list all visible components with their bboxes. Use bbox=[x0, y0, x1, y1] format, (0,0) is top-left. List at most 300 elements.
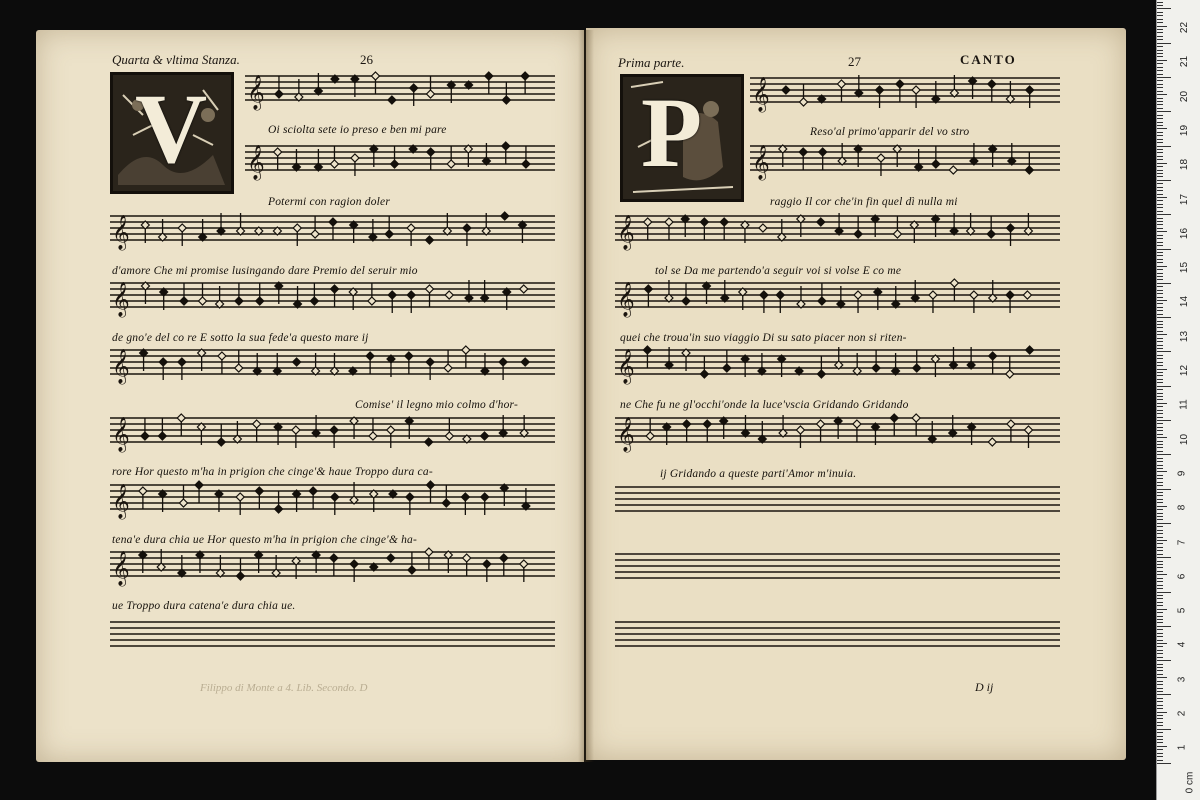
ruler-tick bbox=[1157, 557, 1171, 558]
ruler-tick bbox=[1157, 417, 1163, 418]
note-head bbox=[703, 420, 711, 428]
ruler-tick bbox=[1157, 375, 1163, 376]
ruler-tick bbox=[1157, 67, 1163, 68]
note-head bbox=[179, 499, 187, 507]
note-head bbox=[366, 352, 374, 360]
note-head bbox=[425, 548, 433, 556]
note-head bbox=[293, 224, 301, 232]
note-head bbox=[854, 291, 862, 299]
ruler-tick bbox=[1157, 619, 1163, 620]
note-head bbox=[445, 291, 453, 299]
right-page-number: 27 bbox=[848, 54, 861, 69]
ruler-tick bbox=[1157, 290, 1163, 291]
ruler-tick bbox=[1157, 725, 1163, 726]
ruler-tick bbox=[1157, 753, 1163, 754]
note-head bbox=[217, 438, 225, 446]
note-head bbox=[369, 432, 377, 440]
ruler-tick bbox=[1157, 605, 1163, 606]
note-head bbox=[643, 346, 651, 354]
ruler-tick bbox=[1157, 763, 1171, 764]
ruler-tick bbox=[1157, 43, 1171, 44]
note-head bbox=[646, 432, 654, 440]
ruler-number: 21 bbox=[1179, 56, 1191, 68]
note-head bbox=[1006, 370, 1014, 378]
left-page-number: 26 bbox=[360, 52, 373, 67]
ruler-tick bbox=[1157, 389, 1163, 390]
ruler-tick bbox=[1157, 15, 1163, 16]
note-head bbox=[949, 166, 957, 174]
ruler-number: 15 bbox=[1179, 262, 1191, 274]
lyric-line: de gno'e del co re E sotto la sua fede'a questo mare ij bbox=[112, 332, 369, 344]
note-head bbox=[1007, 420, 1015, 428]
ruler-tick bbox=[1157, 612, 1163, 613]
music-staff bbox=[615, 410, 1060, 454]
music-staff bbox=[110, 410, 555, 454]
note-head bbox=[932, 160, 940, 168]
ruler-tick bbox=[1157, 609, 1167, 610]
note-head bbox=[1025, 166, 1033, 174]
music-staff bbox=[615, 208, 1060, 252]
ruler-tick bbox=[1157, 293, 1163, 294]
ruler-number: 7 bbox=[1176, 539, 1188, 545]
note-head bbox=[311, 230, 319, 238]
note-head bbox=[1026, 346, 1034, 354]
note-head bbox=[682, 297, 690, 305]
ruler-tick bbox=[1157, 348, 1163, 349]
note-head bbox=[989, 352, 997, 360]
lyric-line: d'amore Che mi promise lusingando dare Premio del seruir mio bbox=[112, 265, 418, 277]
music-staff bbox=[750, 138, 1060, 182]
ruler-tick bbox=[1157, 567, 1163, 568]
ruler-tick bbox=[1157, 526, 1163, 527]
ruler-tick bbox=[1157, 629, 1163, 630]
ruler-tick bbox=[1157, 681, 1163, 682]
ruler-tick bbox=[1157, 87, 1163, 88]
ruler-tick bbox=[1157, 437, 1167, 438]
ruler-tick bbox=[1157, 372, 1163, 373]
ruler-tick bbox=[1157, 427, 1163, 428]
ruler-tick bbox=[1157, 84, 1163, 85]
woodcut-initial-p bbox=[620, 74, 744, 202]
ruler-tick bbox=[1157, 660, 1171, 661]
note-head bbox=[292, 426, 300, 434]
ruler-tick bbox=[1157, 636, 1163, 637]
note-head bbox=[872, 364, 880, 372]
ruler-tick bbox=[1157, 533, 1163, 534]
ruler-tick bbox=[1157, 489, 1171, 490]
note-head bbox=[912, 86, 920, 94]
note-head bbox=[445, 432, 453, 440]
lyric-line: tol se Da me partendo'a seguir voi si volse E co me bbox=[655, 265, 902, 277]
ruler-tick bbox=[1157, 190, 1163, 191]
ruler-tick bbox=[1157, 736, 1163, 737]
ruler-tick bbox=[1157, 2, 1163, 3]
note-head bbox=[407, 224, 415, 232]
ruler-tick bbox=[1157, 341, 1163, 342]
lyric-line: raggio Il cor che'in fin quel dì nulla mi bbox=[770, 196, 958, 208]
lyric-line: ne Che fu ne gl'occhi'onde la luce'vscia Gridando Gridando bbox=[620, 399, 909, 411]
ruler-tick bbox=[1157, 399, 1163, 400]
note-head bbox=[180, 297, 188, 305]
note-head bbox=[817, 370, 825, 378]
ruler-tick bbox=[1157, 108, 1163, 109]
ruler-tick bbox=[1157, 273, 1163, 274]
note-head bbox=[929, 291, 937, 299]
ruler-tick bbox=[1157, 602, 1163, 603]
note-head bbox=[700, 218, 708, 226]
ruler-number: 16 bbox=[1179, 227, 1191, 239]
ruler-number: 2 bbox=[1176, 710, 1188, 717]
note-head bbox=[720, 218, 728, 226]
ruler-tick bbox=[1157, 221, 1163, 222]
initial-letter: P bbox=[641, 77, 703, 188]
note-head bbox=[876, 86, 884, 94]
ruler-tick bbox=[1157, 228, 1163, 229]
ruler-number: 12 bbox=[1179, 364, 1191, 377]
ruler-tick bbox=[1157, 104, 1163, 105]
woodcut-initial-v bbox=[110, 72, 234, 194]
ruler-tick bbox=[1157, 12, 1163, 13]
ruler-tick bbox=[1157, 430, 1163, 431]
ruler-tick bbox=[1157, 39, 1163, 40]
ruler-tick bbox=[1157, 492, 1163, 493]
measurement-ruler bbox=[1156, 0, 1200, 800]
music-staff bbox=[750, 70, 1060, 114]
ruler-tick bbox=[1157, 458, 1163, 459]
note-head bbox=[406, 493, 414, 501]
ruler-tick bbox=[1157, 170, 1163, 171]
ruler-tick bbox=[1157, 674, 1163, 675]
note-head bbox=[426, 358, 434, 366]
ruler-tick bbox=[1157, 646, 1163, 647]
note-head bbox=[502, 142, 510, 150]
note-head bbox=[407, 291, 415, 299]
ruler-tick bbox=[1157, 393, 1163, 394]
signature-mark: D ij bbox=[975, 680, 994, 694]
ruler-tick bbox=[1157, 56, 1163, 57]
note-head bbox=[444, 364, 452, 372]
ruler-tick bbox=[1157, 413, 1163, 414]
ruler-tick bbox=[1157, 622, 1163, 623]
note-head bbox=[950, 279, 958, 287]
ruler-tick bbox=[1157, 70, 1163, 71]
note-head bbox=[521, 72, 529, 80]
ruler-tick bbox=[1157, 595, 1163, 596]
ruler-tick bbox=[1157, 26, 1167, 27]
ruler-tick bbox=[1157, 183, 1163, 184]
ruler-tick bbox=[1157, 317, 1171, 318]
note-head bbox=[1024, 426, 1032, 434]
note-head bbox=[481, 493, 489, 501]
ruler-tick bbox=[1157, 259, 1163, 260]
ruler-tick bbox=[1157, 94, 1167, 95]
treble-clef-icon: 𝄞 bbox=[247, 145, 265, 180]
ruler-tick bbox=[1157, 485, 1163, 486]
note-head bbox=[912, 414, 920, 422]
ruler-tick bbox=[1157, 283, 1171, 284]
ruler-number: 17 bbox=[1179, 193, 1191, 205]
ruler-tick bbox=[1157, 255, 1163, 256]
treble-clef-icon: 𝄞 bbox=[752, 77, 770, 112]
note-head bbox=[481, 432, 489, 440]
treble-clef-icon: 𝄞 bbox=[112, 484, 130, 519]
note-head bbox=[665, 218, 673, 226]
ruler-tick bbox=[1157, 327, 1163, 328]
ruler-tick bbox=[1157, 592, 1171, 593]
note-head bbox=[388, 96, 396, 104]
ruler-tick bbox=[1157, 331, 1163, 332]
note-head bbox=[483, 560, 491, 568]
ruler-tick bbox=[1157, 166, 1163, 167]
note-head bbox=[330, 554, 338, 562]
ruler-tick bbox=[1157, 163, 1167, 164]
note-head bbox=[427, 148, 435, 156]
note-head bbox=[256, 297, 264, 305]
ruler-tick bbox=[1157, 468, 1163, 469]
lyric-line: Reso'al primo'apparir del vo stro bbox=[810, 126, 970, 138]
ruler-tick bbox=[1157, 218, 1163, 219]
note-head bbox=[310, 297, 318, 305]
note-head bbox=[877, 154, 885, 162]
ruler-tick bbox=[1157, 653, 1163, 654]
ruler-tick bbox=[1157, 382, 1163, 383]
ruler-number: 14 bbox=[1179, 296, 1191, 308]
note-head bbox=[776, 291, 784, 299]
ruler-tick bbox=[1157, 581, 1163, 582]
ruler-tick bbox=[1157, 19, 1163, 20]
initial-letter: V bbox=[135, 73, 208, 184]
ruler-tick bbox=[1157, 115, 1163, 116]
ruler-tick bbox=[1157, 670, 1163, 671]
ruler-number: 11 bbox=[1178, 399, 1190, 410]
ruler-tick bbox=[1157, 561, 1163, 562]
ruler-tick bbox=[1157, 705, 1163, 706]
note-head bbox=[158, 432, 166, 440]
ruler-tick bbox=[1157, 173, 1163, 174]
ruler-tick bbox=[1157, 8, 1171, 9]
music-staff bbox=[110, 614, 555, 658]
ruler-tick bbox=[1157, 540, 1167, 541]
note-head bbox=[253, 420, 261, 428]
ruler-tick bbox=[1157, 262, 1163, 263]
music-staff bbox=[110, 275, 555, 319]
note-head bbox=[890, 414, 898, 422]
ruler-tick bbox=[1157, 80, 1163, 81]
ruler-tick bbox=[1157, 303, 1163, 304]
note-head bbox=[987, 230, 995, 238]
ruler-tick bbox=[1157, 60, 1167, 61]
note-head bbox=[387, 554, 395, 562]
note-head bbox=[293, 358, 301, 366]
ruler-tick bbox=[1157, 46, 1163, 47]
note-head bbox=[331, 493, 339, 501]
note-head bbox=[462, 346, 470, 354]
ruler-tick bbox=[1157, 310, 1163, 311]
ruler-tick bbox=[1157, 406, 1163, 407]
note-head bbox=[500, 554, 508, 562]
ruler-tick bbox=[1157, 135, 1163, 136]
ruler-tick bbox=[1157, 334, 1167, 335]
ruler-tick bbox=[1157, 22, 1163, 23]
note-head bbox=[800, 98, 808, 106]
ruler-tick bbox=[1157, 465, 1163, 466]
lyric-line: Oi sciolta sete io preso e ben mi pare bbox=[268, 124, 447, 136]
ruler-tick bbox=[1157, 420, 1171, 421]
ruler-tick bbox=[1157, 74, 1163, 75]
note-head bbox=[410, 84, 418, 92]
ruler-number: 13 bbox=[1179, 330, 1191, 342]
ruler-tick bbox=[1157, 125, 1163, 126]
ruler-tick bbox=[1157, 495, 1163, 496]
ruler-tick bbox=[1157, 756, 1163, 757]
ruler-number: 5 bbox=[1176, 607, 1188, 614]
note-head bbox=[195, 481, 203, 489]
ruler-tick bbox=[1157, 441, 1163, 442]
treble-clef-icon: 𝄞 bbox=[617, 215, 635, 250]
ruler-tick bbox=[1157, 571, 1163, 572]
ruler-tick bbox=[1157, 252, 1163, 253]
lyric-line: quei che troua'in suo viaggio Di su sato piacer non si riten- bbox=[620, 332, 907, 344]
note-head bbox=[837, 80, 845, 88]
ruler-tick bbox=[1157, 550, 1163, 551]
note-head bbox=[275, 505, 283, 513]
ruler-tick bbox=[1157, 386, 1171, 387]
note-head bbox=[760, 291, 768, 299]
ruler-tick bbox=[1157, 242, 1163, 243]
ruler-tick bbox=[1157, 63, 1163, 64]
ruler-tick bbox=[1157, 547, 1163, 548]
ruler-tick bbox=[1157, 300, 1167, 301]
ruler-tick bbox=[1157, 249, 1171, 250]
ruler-tick bbox=[1157, 200, 1163, 201]
note-head bbox=[385, 230, 393, 238]
ruler-number: 18 bbox=[1179, 159, 1191, 171]
ruler-tick bbox=[1157, 585, 1163, 586]
ruler-tick bbox=[1157, 211, 1163, 212]
ruler-tick bbox=[1157, 677, 1167, 678]
note-head bbox=[371, 72, 379, 80]
note-head bbox=[723, 364, 731, 372]
ruler-tick bbox=[1157, 351, 1171, 352]
note-head bbox=[447, 160, 455, 168]
lyric-line: ue Troppo dura catena'e dura chia ue. bbox=[112, 600, 296, 612]
ruler-tick bbox=[1157, 276, 1163, 277]
ruler-tick bbox=[1157, 321, 1163, 322]
ruler-number: 4 bbox=[1176, 642, 1188, 648]
ruler-tick bbox=[1157, 694, 1171, 695]
ruler-tick bbox=[1157, 502, 1163, 503]
note-head bbox=[853, 420, 861, 428]
ruler-tick bbox=[1157, 739, 1163, 740]
ruler-tick bbox=[1157, 396, 1163, 397]
ruler-tick bbox=[1157, 379, 1163, 380]
ruler-tick bbox=[1157, 434, 1163, 435]
ruler-tick bbox=[1157, 358, 1163, 359]
ruler-number: 6 bbox=[1176, 573, 1188, 580]
ruler-tick bbox=[1157, 266, 1167, 267]
note-head bbox=[351, 154, 359, 162]
ruler-tick bbox=[1157, 142, 1163, 143]
ruler-number: 22 bbox=[1179, 21, 1191, 34]
note-head bbox=[759, 224, 767, 232]
ruler-number: 20 bbox=[1179, 90, 1191, 102]
ruler-tick bbox=[1157, 471, 1167, 472]
note-head bbox=[817, 420, 825, 428]
note-head bbox=[405, 352, 413, 360]
ruler-tick bbox=[1157, 345, 1163, 346]
ruler-tick bbox=[1157, 403, 1167, 404]
right-page-header: Prima parte. bbox=[618, 55, 685, 70]
bleed-through-text: Filippo di Monte a 4. Lib. Secondo. D bbox=[200, 682, 368, 694]
ruler-tick bbox=[1157, 708, 1163, 709]
note-head bbox=[644, 285, 652, 293]
music-staff bbox=[615, 546, 1060, 590]
ruler-tick bbox=[1157, 482, 1163, 483]
treble-clef-icon: 𝄞 bbox=[112, 551, 130, 586]
note-head bbox=[1006, 291, 1014, 299]
ruler-tick bbox=[1157, 77, 1171, 78]
ruler-tick bbox=[1157, 588, 1163, 589]
ruler-tick bbox=[1157, 410, 1163, 411]
note-head bbox=[502, 96, 510, 104]
ruler-tick bbox=[1157, 156, 1163, 157]
note-head bbox=[309, 487, 317, 495]
note-head bbox=[391, 160, 399, 168]
note-head bbox=[970, 291, 978, 299]
ruler-tick bbox=[1157, 715, 1163, 716]
note-head bbox=[1023, 291, 1031, 299]
note-head bbox=[387, 426, 395, 434]
ruler-tick bbox=[1157, 5, 1163, 6]
note-head bbox=[799, 148, 807, 156]
ruler-tick bbox=[1157, 369, 1167, 370]
ruler-number: 19 bbox=[1179, 124, 1191, 136]
note-head bbox=[141, 432, 149, 440]
note-head bbox=[520, 285, 528, 293]
ruler-tick bbox=[1157, 187, 1163, 188]
left-page-header: Quarta & vltima Stanza. bbox=[112, 52, 240, 67]
lyric-line: tena'e dura chia ue Hor questo m'ha in prigion che cinge'& ha- bbox=[112, 534, 417, 546]
note-head bbox=[988, 80, 996, 88]
ruler-tick bbox=[1157, 32, 1163, 33]
note-head bbox=[426, 481, 434, 489]
ruler-tick bbox=[1157, 543, 1163, 544]
ruler-tick bbox=[1157, 152, 1163, 153]
note-head bbox=[159, 358, 167, 366]
ruler-tick bbox=[1157, 598, 1163, 599]
ruler-tick bbox=[1157, 537, 1163, 538]
ruler-tick bbox=[1157, 712, 1167, 713]
ruler-tick bbox=[1157, 314, 1163, 315]
ruler-tick bbox=[1157, 684, 1163, 685]
note-head bbox=[255, 487, 263, 495]
note-head bbox=[178, 358, 186, 366]
note-head bbox=[178, 224, 186, 232]
ruler-tick bbox=[1157, 760, 1163, 761]
ruler-tick bbox=[1157, 657, 1163, 658]
ruler-tick bbox=[1157, 338, 1163, 339]
ruler-tick bbox=[1157, 650, 1163, 651]
ruler-tick bbox=[1157, 286, 1163, 287]
note-head bbox=[796, 426, 804, 434]
treble-clef-icon: 𝄞 bbox=[112, 215, 130, 250]
treble-clef-icon: 𝄞 bbox=[617, 282, 635, 317]
ruler-tick bbox=[1157, 159, 1163, 160]
note-head bbox=[1026, 86, 1034, 94]
note-head bbox=[988, 438, 996, 446]
ruler-tick bbox=[1157, 444, 1163, 445]
ruler-tick bbox=[1157, 688, 1163, 689]
